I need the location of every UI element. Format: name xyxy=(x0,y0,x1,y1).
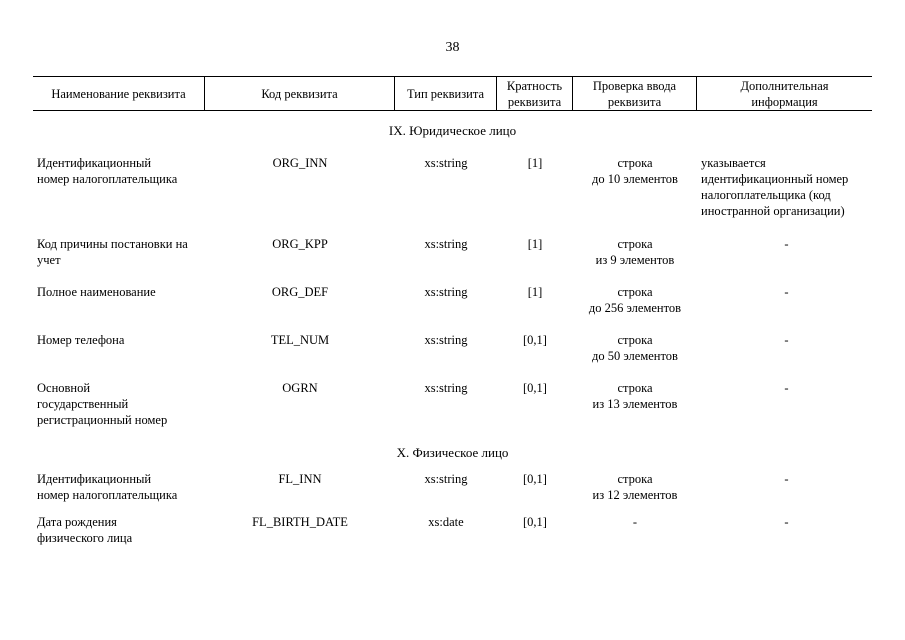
cell-multiplicity: [0,1] xyxy=(523,333,547,347)
cell-name: Номер телефона xyxy=(37,333,125,347)
cell-check: строка из 9 элементов xyxy=(595,237,675,267)
cell-name: Дата рождения физического лица xyxy=(37,515,133,545)
cell-name: Идентификационный номер налогоплательщика xyxy=(37,472,178,502)
cell-check: строка из 12 элементов xyxy=(592,472,678,502)
cell-multiplicity: [1] xyxy=(527,156,543,170)
table-header xyxy=(33,76,872,111)
cell-name: Основной государственный регистрационный номер xyxy=(37,381,168,427)
cell-type: xs:string xyxy=(424,472,468,486)
cell-info: - xyxy=(784,381,789,395)
cell-name: Идентификационный номер налогоплательщика xyxy=(37,156,178,186)
cell-multiplicity: [0,1] xyxy=(523,515,547,529)
cell-type: xs:string xyxy=(424,237,468,251)
cell-type: xs:string xyxy=(424,285,468,299)
section-title: IX. Юридическое лицо xyxy=(388,123,517,138)
header-name: Наименование реквизита xyxy=(33,77,205,110)
cell-code: FL_BIRTH_DATE xyxy=(252,515,348,529)
cell-code: ORG_KPP xyxy=(272,237,328,251)
cell-multiplicity: [1] xyxy=(527,285,543,299)
cell-code: ORG_INN xyxy=(272,156,328,170)
cell-code: TEL_NUM xyxy=(270,333,330,347)
header-multiplicity: Кратность реквизита xyxy=(497,77,573,110)
cell-info: - xyxy=(784,285,789,299)
header-type: Тип реквизита xyxy=(395,77,497,110)
cell-info: - xyxy=(784,237,789,251)
cell-check: строка до 50 элементов xyxy=(592,333,678,363)
requisites-table xyxy=(33,76,872,545)
cell-type: xs:string xyxy=(424,381,468,395)
cell-type: xs:string xyxy=(424,156,468,170)
cell-multiplicity: [0,1] xyxy=(523,472,547,486)
cell-multiplicity: [1] xyxy=(527,237,543,251)
cell-info: - xyxy=(784,333,789,347)
cell-info: указывается идентификационный номер налогоплательщика (код иностранной организации) xyxy=(701,156,849,218)
cell-code: OGRN xyxy=(282,381,318,395)
cell-type: xs:string xyxy=(424,333,468,347)
section-title: X. Физическое лицо xyxy=(396,445,509,460)
cell-name: Код причины постановки на учет xyxy=(37,237,188,267)
header-info: Дополнительная информация xyxy=(740,78,829,109)
cell-check: строка из 13 элементов xyxy=(592,381,678,411)
cell-check: - xyxy=(632,515,638,529)
cell-check: строка до 10 элементов xyxy=(592,156,678,186)
cell-multiplicity: [0,1] xyxy=(523,381,547,395)
cell-type: xs:date xyxy=(428,515,464,529)
cell-code: ORG_DEF xyxy=(271,285,329,299)
cell-check: строка до 256 элементов xyxy=(588,285,682,315)
header-code: Код реквизита xyxy=(205,77,395,110)
page-number: 38 xyxy=(445,40,460,55)
cell-name: Полное наименование xyxy=(37,285,156,299)
header-check: Проверка ввода реквизита xyxy=(573,77,697,110)
cell-code: FL_INN xyxy=(278,472,322,486)
cell-info: - xyxy=(784,515,789,529)
cell-info: - xyxy=(784,472,789,486)
